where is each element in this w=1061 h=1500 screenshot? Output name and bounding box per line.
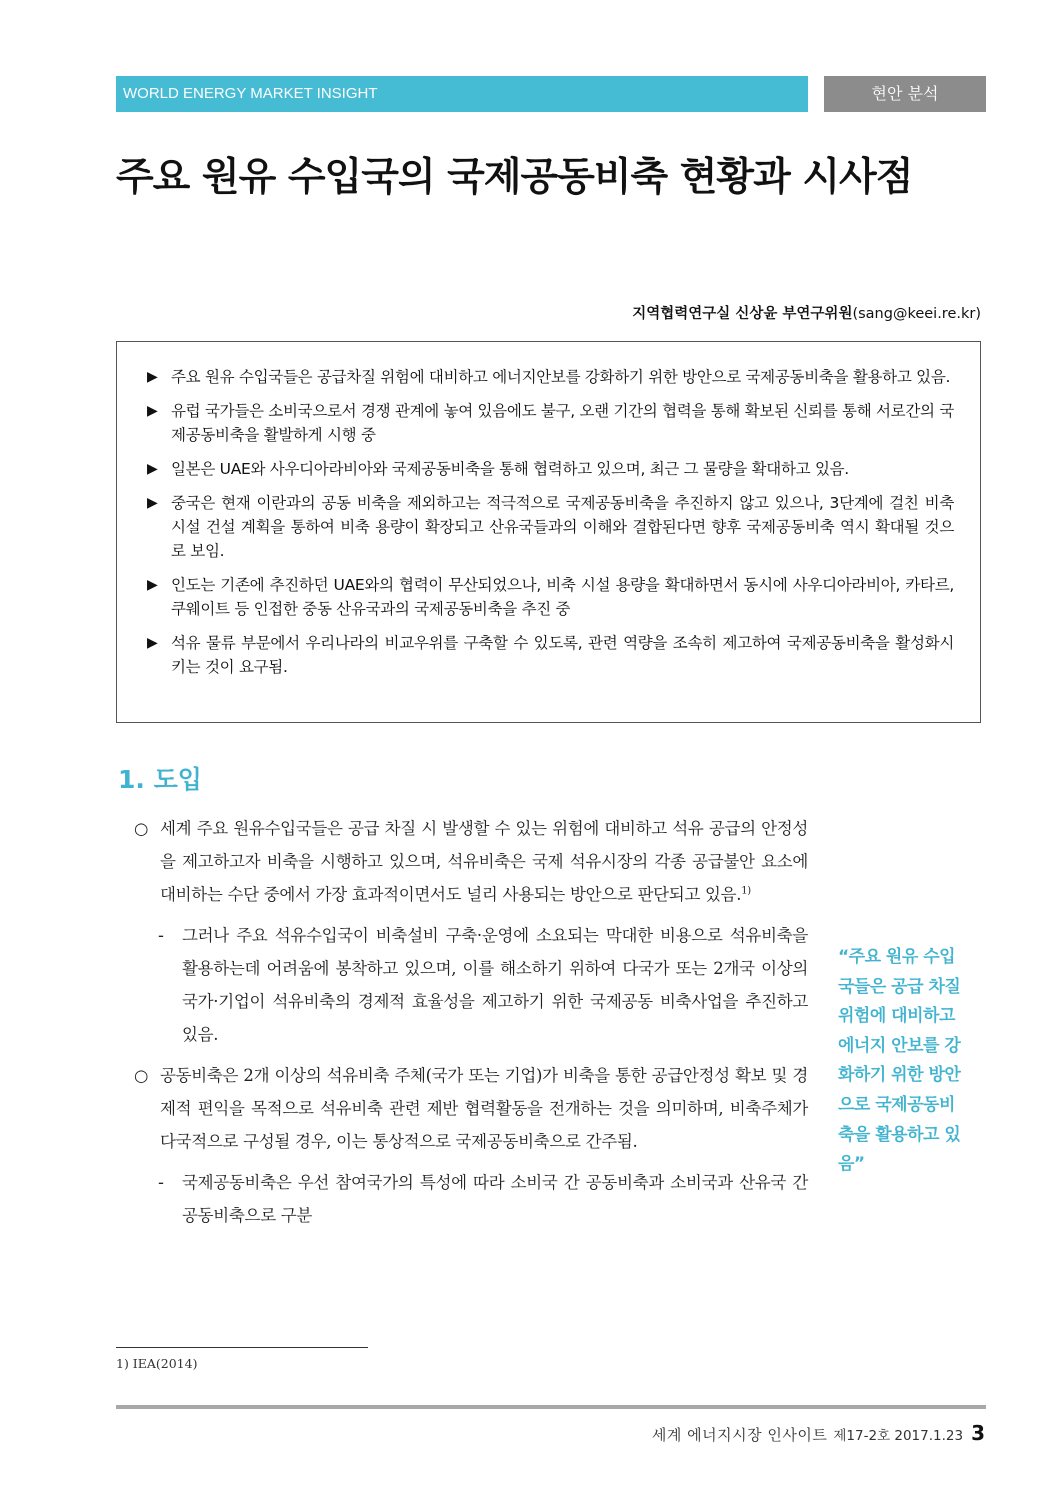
triangle-bullet-icon: ▶ [147,635,158,651]
body-text-column [134,812,808,1240]
summary-text: 인도는 기존에 추진하던 UAE와의 협력이 무산되었으나, 비축 시설 용량을 확대하면서 동시에 사우디아라비아, 카타르, 쿠웨이트 등 인접한 중동 산유국과의 국제공동비축을 추진 중 [171,576,954,618]
summary-item [147,457,954,481]
series-header-bar [116,76,808,112]
triangle-bullet-icon: ▶ [147,461,158,477]
summary-item [147,573,954,621]
sub-paragraph [134,1166,808,1232]
pull-quote: “주요 원유 수입국들은 공급 차질 위험에 대비하고 에너지 안보를 강화하기 위한 방안으로 국제공동비축을 활용하고 있음” [838,947,961,1175]
publication-name: 세계 에너지시장 인사이트 [651,1426,828,1444]
summary-item [147,365,954,389]
paragraph-body: 세계 주요 원유수입국들은 공급 차질 시 발생할 수 있는 위험에 대비하고 석유 공급의 안정성을 제고하고자 비축을 시행하고 있으며, 석유비축은 국제 석유시장의 각종 공급불안 요소에 대비하는 수단 중에서 가장 효과적이면서도 널리 사용되는 방안으로 판단되고 있음. [160,819,808,904]
author-name: 지역협력연구실 신상윤 부연구위원 [632,306,853,322]
paragraph [134,812,808,911]
paragraph-text [160,812,808,911]
triangle-bullet-icon: ▶ [147,495,158,511]
dash-bullet-icon: - [158,926,164,945]
category-tag [824,76,986,112]
summary-box [116,341,981,723]
summary-item [147,631,954,679]
summary-text: 석유 물류 부문에서 우리나라의 비교우위를 구축할 수 있도록, 관련 역량을 조속히 제고하여 국제공동비축을 활성화시키는 것이 요구됨. [171,634,954,676]
circle-bullet-icon: ○ [134,819,149,838]
summary-text: 일본은 UAE와 사우디아라비아와 국제공동비축을 통해 협력하고 있으며, 최근 그 물량을 확대하고 있음. [171,460,849,478]
issue-info: 제17-2호 2017.1.23 [833,1428,964,1444]
author-line [632,302,981,323]
triangle-bullet-icon: ▶ [147,577,158,593]
paragraph-text: 공동비축은 2개 이상의 석유비축 주체(국가 또는 기업)가 비축을 통한 공급안정성 확보 및 경제적 편익을 목적으로 석유비축 관련 제반 협력활동을 전개하는 것을 의미하며, 비축주체가 다국적으로 구성될 경우, 이는 통상적으로 국제공동비축으로 간주됨. [160,1066,808,1151]
page-number: 3 [971,1421,985,1445]
paragraph [134,1059,808,1158]
triangle-bullet-icon: ▶ [147,403,158,419]
footer-divider [116,1405,986,1409]
summary-item [147,491,954,563]
page-footer [652,1421,985,1445]
sub-paragraph-text: 그러나 주요 석유수입국이 비축설비 구축·운영에 소요되는 막대한 비용으로 석유비축을 활용하는데 어려움에 봉착하고 있으며, 이를 해소하기 위하여 다국가 또는 2개국 이상의 국가·기업이 석유비축의 경제적 효율성을 제고하기 위한 국제공동 비축사업을 추진하고 있음. [182,926,808,1044]
footnote-divider [116,1347,368,1348]
footnote: 1) IEA(2014) [116,1356,198,1371]
summary-item [147,399,954,447]
circle-bullet-icon: ○ [134,1066,149,1085]
summary-text: 중국은 현재 이란과의 공동 비축을 제외하고는 적극적으로 국제공동비축을 추진하지 않고 있으나, 3단계에 걸친 비축 시설 건설 계획을 통하여 비축 용량이 확장되고 산유국들과의 이해와 결합된다면 향후 국제공동비축 역시 확대될 것으로 보임. [171,494,954,560]
dash-bullet-icon: - [158,1173,164,1192]
author-email[interactable]: (sang@keei.re.kr) [852,306,981,322]
footnote-reference[interactable]: 1) [741,885,751,897]
sub-paragraph-text: 국제공동비축은 우선 참여국가의 특성에 따라 소비국 간 공동비축과 소비국과 산유국 간 공동비축으로 구분 [182,1173,808,1225]
summary-text: 주요 원유 수입국들은 공급차질 위험에 대비하고 에너지안보를 강화하기 위한 방안으로 국제공동비축을 활용하고 있음. [171,368,951,386]
document-title: 주요 원유 수입국의 국제공동비축 현황과 시사점 [116,155,913,200]
triangle-bullet-icon: ▶ [147,369,158,385]
category-label: 현안 분석 [871,84,939,103]
sub-paragraph [134,919,808,1051]
series-name: WORLD ENERGY MARKET INSIGHT [123,85,378,102]
summary-text: 유럽 국가들은 소비국으로서 경쟁 관계에 놓여 있음에도 불구, 오랜 기간의 협력을 통해 확보된 신뢰를 통해 서로간의 국제공동비축을 활발하게 시행 중 [171,402,954,444]
section-heading: 1. 도입 [118,765,202,794]
